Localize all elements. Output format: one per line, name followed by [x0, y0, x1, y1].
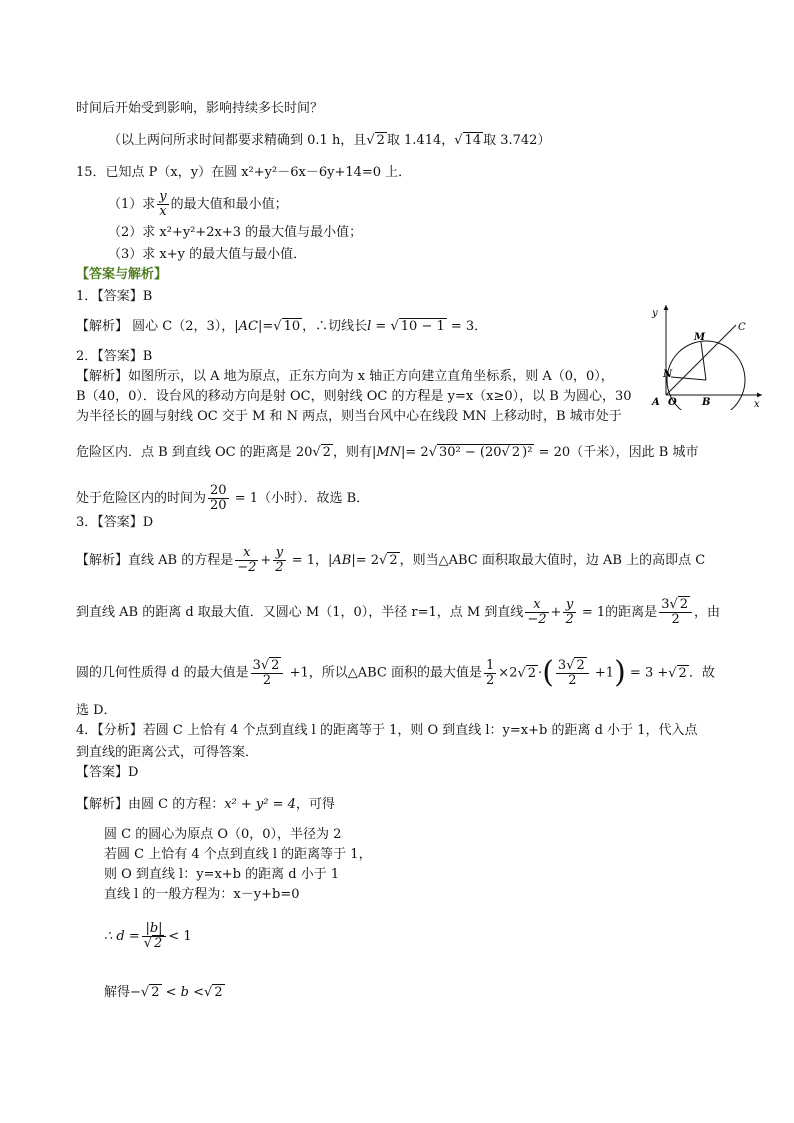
- answer-4-step5: ∴ d = $\frac{|b|}{√ 2}$ < 1: [104, 921, 192, 951]
- precision-note: （以上两问所求时间都要求精确到 0.1 h，且√ 2 取 1.414，√ 14 取 3.742）: [108, 133, 551, 148]
- text-line: 时间后开始受到影响，影响持续多长时间？: [76, 101, 324, 116]
- answer-2-explanation-line5: 处于危险区内的时间为 $\frac{20}{20}$ = 1（小时）．故选 B．: [76, 483, 370, 513]
- answer-4: 【答案】D: [76, 765, 139, 780]
- answer-4-explanation: 【解析】由圆 C 的方程：x² + y² = 4，可得: [76, 797, 335, 812]
- answer-4-analysis-line2: 到直线的距离公式，可得答案．: [76, 745, 259, 760]
- answer-3-explanation-line3: 圆的几何性质得 d 的最大值是 $\frac{3√ 2}{2}$ +1，所以△ABC 面积的最大值是 $\frac{1}{2}$ ×2√ 2 ·( $\frac{3√ 2}{2}$ +1) = 3 +√ 2 ．故: [76, 655, 715, 690]
- y-axis-arrow-icon: [664, 305, 669, 310]
- answer-3: 3．【答案】D: [76, 515, 154, 530]
- answer-3-explanation-line2: 到直线 AB 的距离 d 取最大值．又圆心 M（1，0），半径 r=1，点 M 到直线 $\frac{x}{-2}$ + $\frac{y}{2}$ = 1的距离是 $\frac{3√ 2}{2}$ ，由: [76, 597, 721, 627]
- answer-2: 2．【答案】B: [76, 349, 153, 364]
- answer-1: 1．【答案】B: [76, 289, 153, 304]
- label-b: B: [702, 397, 711, 408]
- label-x: x: [754, 399, 760, 410]
- segment-bm: [701, 342, 706, 380]
- question-15: 15．已知点 P（x，y）在圆 x²+y²－6x－6y+14=0 上．: [76, 165, 412, 180]
- answer-2-explanation-line2: B（40，0）．设台风的移动方向是射 OC，则射线 OC 的方程是 y=x（x≥0），以 B 为圆心，30: [76, 389, 632, 404]
- coordinate-figure: [646, 300, 766, 410]
- question-15-part2: （2）求 x²+y²+2x+3 的最大值与最小值；: [108, 225, 363, 240]
- label-o: O: [668, 397, 677, 408]
- label-c: C: [738, 322, 746, 333]
- answer-3-explanation-line4: 选 D．: [76, 703, 117, 718]
- answer-2-explanation-line4: 危险区内．点 B 到直线 OC 的距离是 20√ 2 ，则有|MN|= 2√ 30² − (20√ 2 )² = 20（千米），因此 B 城市: [76, 445, 699, 460]
- label-y: y: [652, 308, 658, 319]
- x-axis-arrow-icon: [757, 393, 762, 398]
- answer-4-step3: 则 O 到直线 l：y=x+b 的距离 d 小于 1: [104, 867, 340, 882]
- answer-2-explanation-line3: 为半径长的圆与射线 OC 交于 M 和 N 两点，则当台风中心在线段 MN 上移动时，B 城市处于: [76, 409, 622, 424]
- answer-1-explanation: 【解析】 圆心 C（2，3），|AC|=√ 10 ，∴切线长l = √ 10 − 1 = 3．: [76, 319, 488, 334]
- question-15-part3: （3）求 x+y 的最大值与最小值．: [108, 247, 307, 262]
- answer-4-step2: 若圆 C 上恰有 4 个点到直线 l 的距离等于 1，: [104, 847, 372, 862]
- answer-4-analysis-line1: 4．【分析】若圆 C 上恰有 4 个点到直线 l 的距离等于 1，则 O 到直线 l：y=x+b 的距离 d 小于 1，代入点: [76, 723, 698, 738]
- label-m: M: [694, 332, 706, 343]
- label-a: A: [652, 397, 660, 408]
- answer-2-explanation-line1: 【解析】如图所示，以 A 地为原点，正东方向为 x 轴正方向建立直角坐标系，则 A（0，0），: [76, 369, 614, 384]
- question-15-part1: （1）求 $\frac{y}{x}$ 的最大值和最小值；: [108, 189, 288, 219]
- answer-4-step1: 圆 C 的圆心为原点 O（0，0），半径为 2: [104, 827, 342, 842]
- label-n: N: [663, 369, 673, 380]
- segment-bn: [671, 377, 706, 380]
- answer-4-step4: 直线 l 的一般方程为：x－y+b=0: [104, 887, 300, 902]
- answers-header: 【答案与解析】: [76, 267, 168, 282]
- answer-3-explanation-line1: 【解析】直线 AB 的方程是 $\frac{x}{-2}$ + $\frac{y}{2}$ = 1，|AB|= 2√ 2 ，则当△ABC 面积取最大值时，边 AB 上的高即点 C: [76, 545, 706, 575]
- answer-4-step6: 解得−√ 2 < b <√ 2: [104, 985, 223, 1000]
